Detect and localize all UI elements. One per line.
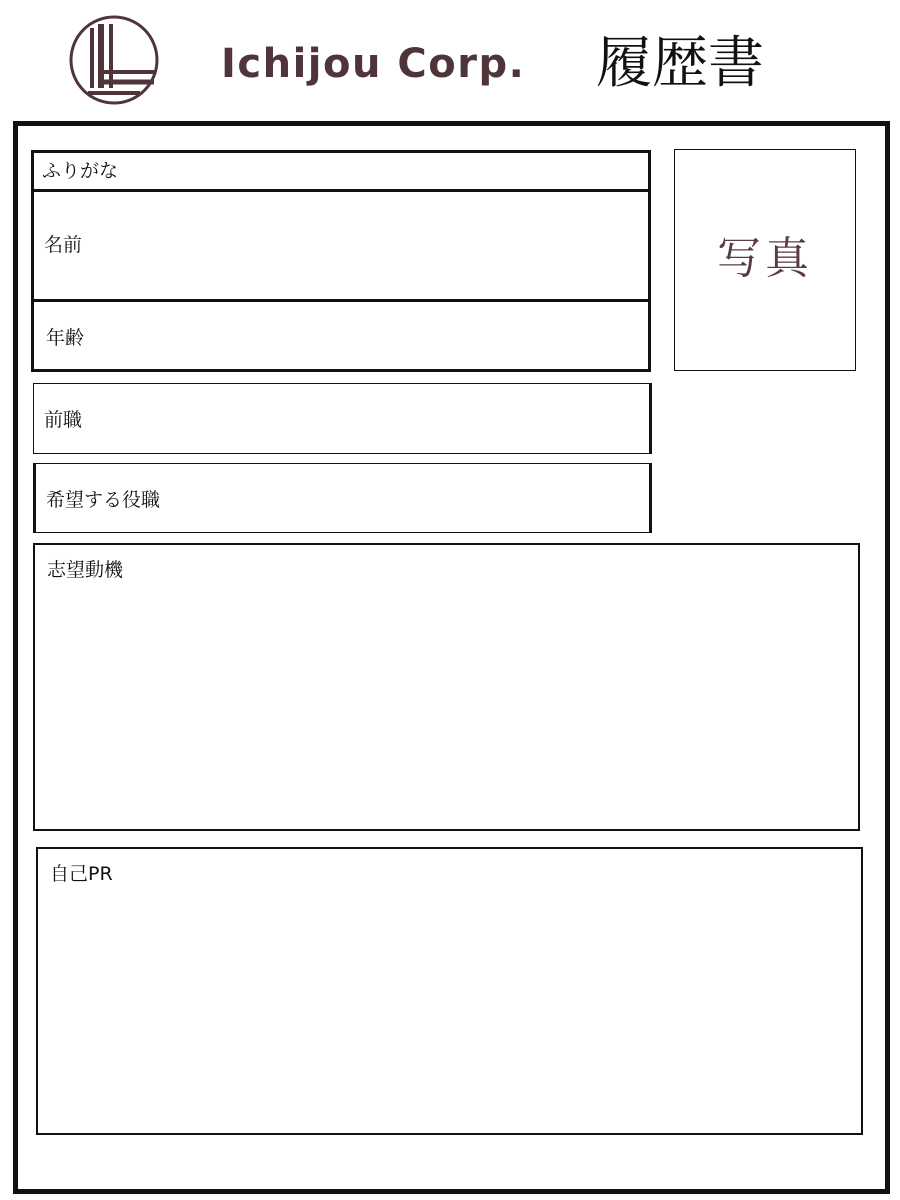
self-pr-field[interactable]	[36, 847, 863, 1135]
name-label: 名前	[44, 234, 83, 256]
motivation-label: 志望動機	[47, 559, 124, 581]
previous-job-field[interactable]	[33, 383, 652, 454]
photo-box[interactable]	[674, 149, 856, 371]
desired-position-label: 希望する役職	[46, 489, 161, 511]
ichijou-logo-icon	[68, 14, 160, 106]
motivation-field[interactable]	[33, 543, 860, 831]
age-label: 年齢	[46, 327, 85, 349]
furigana-field[interactable]	[31, 150, 651, 192]
age-field[interactable]	[31, 299, 651, 372]
document-title: 履歴書	[596, 31, 764, 96]
company-name: Ichijou Corp.	[221, 41, 526, 87]
furigana-label: ふりがな	[42, 160, 119, 182]
self-pr-label: 自己PR	[50, 863, 113, 885]
photo-label: 写真	[717, 233, 813, 284]
desired-position-field[interactable]	[33, 463, 652, 533]
name-field[interactable]	[31, 189, 651, 302]
previous-job-label: 前職	[44, 409, 83, 431]
